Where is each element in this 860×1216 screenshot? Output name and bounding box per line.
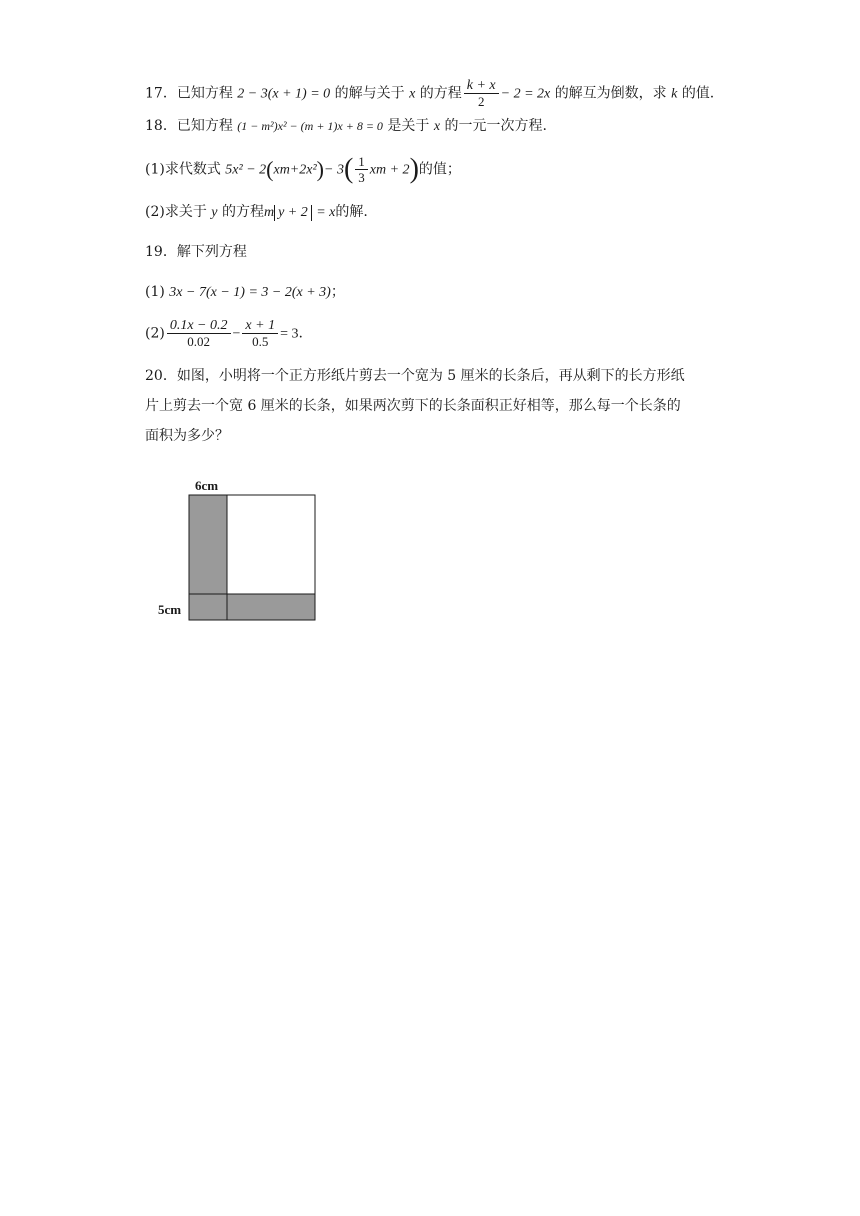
right-paren-2: ) (409, 153, 419, 185)
q18-text-3: 的一元一次方程. (444, 118, 547, 134)
q18-part-2-label: (2)求关于 (145, 204, 207, 220)
q17-variable: x (409, 86, 416, 102)
q18-part-1-fraction-numerator: 1 (355, 154, 368, 170)
q20-text-line-2: 片上剪去一个宽 6 厘米的长条，如果两次剪下的长条面积正好相等，那么每一个长条的 (145, 398, 681, 414)
q17-text-2: 的解与关于 (334, 85, 405, 102)
q19-fraction-2-numerator: x + 1 (242, 318, 278, 334)
q19-part-1-tail: ； (330, 284, 345, 300)
q19-part-1-equation: 3x − 7(x − 1) = 3 − 2(x + 3) (169, 285, 331, 300)
question-17 (145, 78, 714, 109)
q18-part-1-expr-a: 5x² − 2 (225, 162, 267, 178)
q18-part-1-fraction (355, 154, 368, 185)
q17-equation-1: 2 − 3(x + 1) = 0 (237, 86, 331, 102)
q18-text-2: 是关于 (387, 118, 430, 134)
q18-part-2-tail: 的解. (335, 204, 368, 220)
q18-part-1-label: (1)求代数式 (145, 161, 221, 178)
q19-part-2-label: (2) (145, 325, 165, 342)
q18-part-1-expr-d: xm + 2 (369, 162, 410, 178)
q18-part-2-m: m (263, 205, 275, 220)
q18-part-2-rhs: = x (316, 205, 336, 220)
q18-part-1-tail: 的值； (418, 161, 461, 178)
q17-equation-2-rest: − 2 = 2x (500, 86, 551, 102)
left-paren-1: ( (266, 156, 274, 182)
question-19 (145, 242, 247, 262)
q18-part-2-variable: y (211, 205, 218, 220)
question-20-line-2 (145, 396, 681, 416)
q20-text-line-3: 面积为多少？ (145, 428, 229, 444)
q20-number: 20． (145, 368, 177, 384)
question-20-line-3 (145, 426, 229, 446)
q19-minus: − (232, 326, 241, 342)
question-18 (145, 116, 547, 137)
q19-number: 19． (145, 244, 177, 260)
q19-fraction-1-denominator: 0.02 (187, 334, 211, 349)
figure-label-6cm: 6cm (195, 478, 219, 493)
q18-part-2-absolute-value: y + 2 (274, 205, 312, 221)
q17-text-3: 的方程 (419, 85, 462, 102)
q19-fraction-2-denominator: 0.5 (252, 334, 269, 349)
question-18-part-2 (145, 202, 368, 223)
q19-rhs: = 3 (280, 326, 299, 342)
horizontal-strip (189, 594, 315, 620)
vertical-strip (189, 495, 227, 594)
question-18-part-1 (145, 154, 461, 185)
question-19-part-1 (145, 282, 345, 303)
q18-part-1-fraction-denominator: 3 (358, 170, 365, 185)
q18-variable: x (433, 119, 441, 134)
question-20-line-1 (145, 366, 685, 386)
q19-title: 解下列方程 (176, 244, 247, 260)
q18-number: 18． (145, 118, 177, 134)
q18-part-2-text: 的方程 (221, 204, 264, 220)
square-paper-figure (150, 472, 330, 632)
q17-k: k (671, 86, 678, 102)
q18-part-1-expr-c: − 3 (324, 162, 344, 178)
q19-part-2-tail: . (298, 325, 303, 342)
q19-fraction-1-numerator: 0.1x − 0.2 (167, 318, 231, 334)
q17-fraction (464, 78, 499, 109)
figure-label-5cm: 5cm (158, 602, 182, 617)
q18-equation: (1 − m²)x² − (m + 1)x + 8 = 0 (237, 119, 383, 133)
q17-fraction-denominator: 2 (477, 94, 485, 109)
q19-fraction-1 (167, 318, 231, 349)
right-paren-1: ) (316, 156, 324, 182)
q19-fraction-2 (242, 318, 278, 349)
q20-text-line-1: 如图，小明将一个正方形纸片剪去一个宽为 5 厘米的长条后，再从剩下的长方形纸 (176, 368, 685, 384)
q19-part-1-label: (1) (145, 284, 165, 300)
question-19-part-2 (145, 318, 303, 349)
q18-text-1: 已知方程 (176, 118, 233, 134)
q18-part-1-expr-b: xm+2x² (273, 162, 317, 178)
q17-text-5: 的值. (681, 85, 715, 102)
q17-text-4: 的解互为倒数，求 (554, 85, 667, 102)
q17-text-1: 已知方程 (176, 85, 233, 102)
left-paren-2: ( (343, 153, 354, 185)
q17-number: 17． (145, 85, 177, 102)
q17-fraction-numerator: k + x (464, 78, 499, 94)
